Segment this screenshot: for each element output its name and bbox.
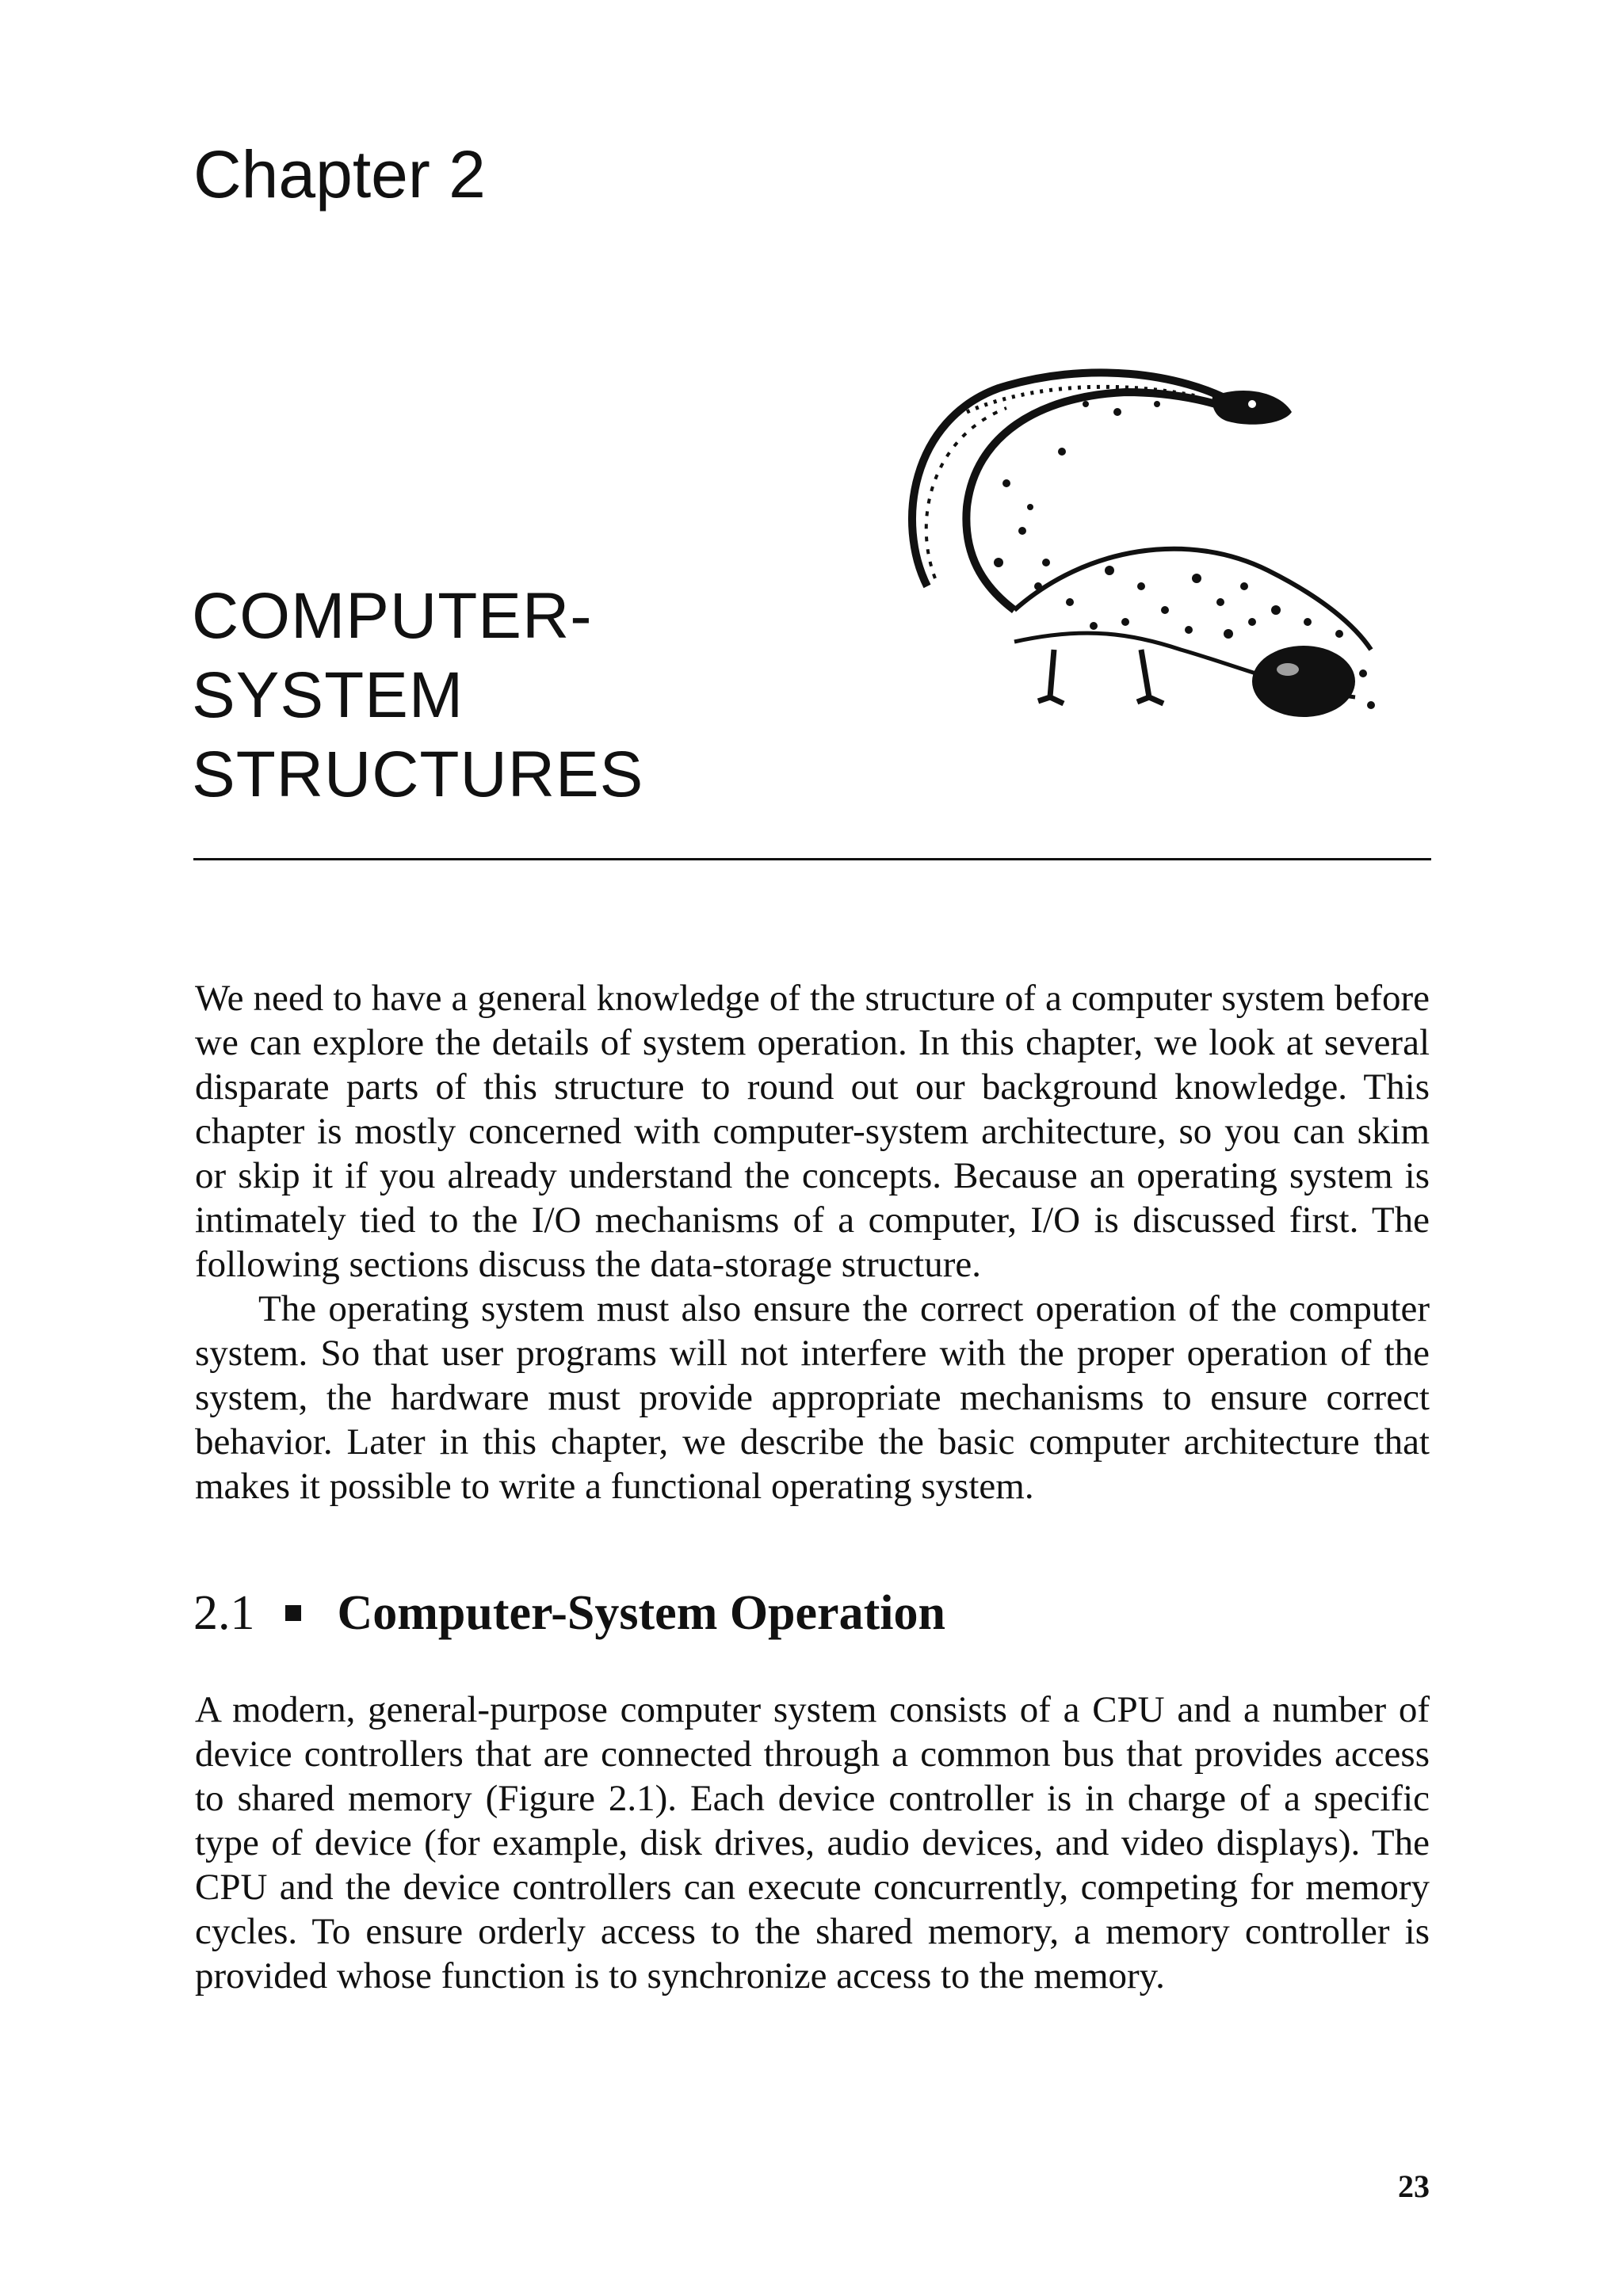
section-title: Computer-System Operation xyxy=(337,1586,945,1640)
dinosaur-neck xyxy=(912,372,1252,610)
page-number: 23 xyxy=(1398,2168,1430,2204)
dinosaur-illustration xyxy=(880,349,1419,800)
square-bullet-icon xyxy=(285,1605,301,1621)
intro-paragraph: We need to have a general knowledge of the structure of a computer system before we can explore the details of system operation. In this chapter, we look at several disparate parts of this structure to round out our background knowledge. This chapter is mostly concerned with computer-system architecture, so you can skim or skip it if you already understand the concepts. Because an operating system is intimately tied to the I/O mechanisms of a computer, I/O is discussed first. The following sections discuss the data-storage structure. xyxy=(195,978,1430,1285)
chapter-label: Chapter 2 xyxy=(193,137,486,212)
section-paragraph: A modern, general-purpose computer system consists of a CPU and a number of device controllers that are connected through a common bus that provides access to shared memory (Figure 2.1). Each device controller is in charge of a specific type of device (for example, disk drives, audio devices, and video displays). The CPU and the device controllers can execute concurrently, competing for memory cycles. To ensure orderly access to the shared memory, a memory controller is provided whose function is to synchronize access to the memory. xyxy=(195,1689,1430,1997)
dinosaur-egg xyxy=(1252,646,1355,717)
chapter-title xyxy=(192,577,643,814)
section-number: 2.1 xyxy=(193,1586,255,1640)
chapter-divider xyxy=(193,858,1431,860)
chapter-title-line: STRUCTURES xyxy=(192,738,644,810)
intro-paragraph: The operating system must also ensure the correct operation of the computer system. So that user programs will not interfere with the proper operation of the system, the hardware must provide appropriate mechanisms to ensure correct behavior. Later in this chapter, we describe the basic computer architecture that makes it possible to write a functional operating system. xyxy=(195,1288,1430,1507)
chapter-title-line: SYSTEM xyxy=(192,659,464,731)
section-heading xyxy=(193,1581,945,1645)
chapter-title-line: COMPUTER- xyxy=(192,580,593,652)
